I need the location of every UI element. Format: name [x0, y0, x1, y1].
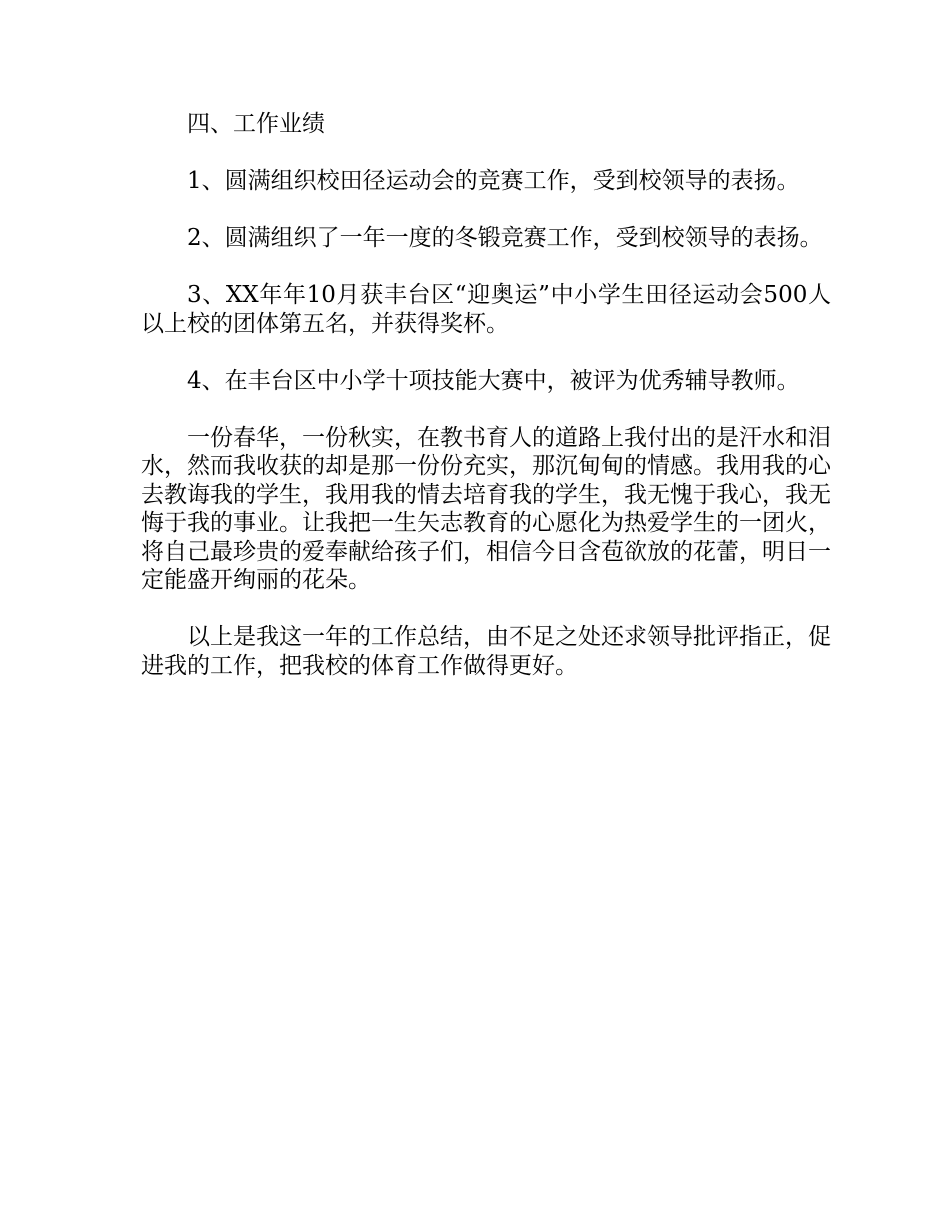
closing-paragraph: 以上是我这一年的工作总结，由不足之处还求领导批评指正，促进我的工作，把我校的体育工作做得更好。 — [141, 624, 831, 679]
achievement-item-4: 4、在丰台区中小学十项技能大赛中，被评为优秀辅导教师。 — [187, 367, 800, 394]
achievement-item-3: 3、XX年年10月获丰台区“迎奥运”中小学生田径运动会500人以上校的团体第五名，并获得奖杯。 — [141, 282, 831, 337]
section-heading: 四、工作业绩 — [187, 111, 325, 137]
achievement-item-1: 1、圆满组织校田径运动会的竞赛工作，受到校领导的表扬。 — [187, 168, 800, 194]
reflection-paragraph: 一份春华，一份秋实，在教书育人的道路上我付出的是汗水和泪水，然而我收获的却是那一份份充实，那沉甸甸的情感。我用我的心去教诲我的学生，我用我的情去培育我的学生，我无愧于我心，我无悔于我的事业。让我把一生矢志教育的心愿化为热爱学生的一团火，将自己最珍贵的爱奉献给孩子们，相信今日含苞欲放的花蕾，明日一定能盛开绚丽的花朵。 — [141, 424, 831, 593]
document-body — [141, 110, 831, 680]
achievement-item-2: 2、圆满组织了一年一度的冬锻竞赛工作，受到校领导的表扬。 — [187, 225, 823, 251]
